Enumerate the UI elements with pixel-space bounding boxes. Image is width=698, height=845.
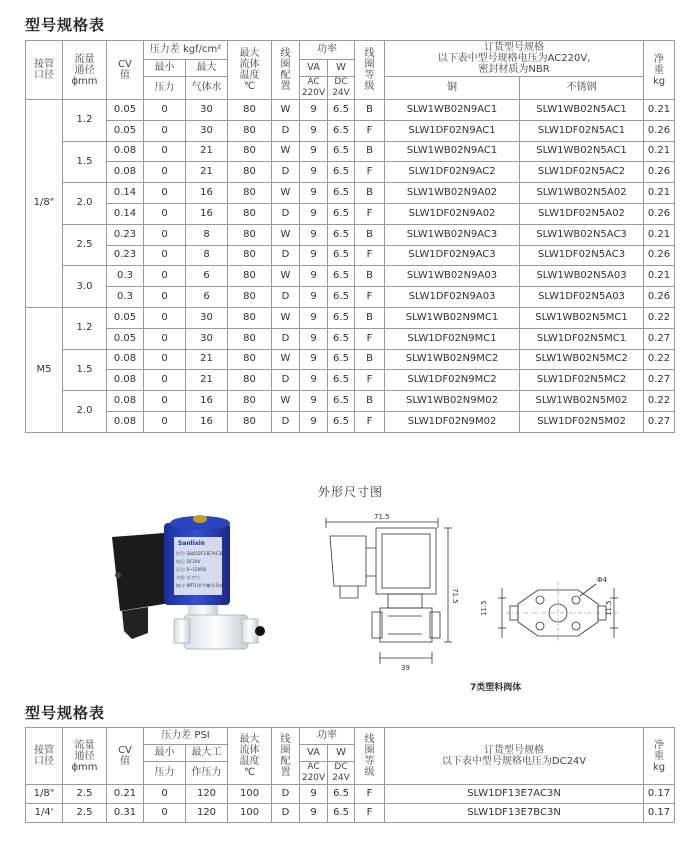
cell-coil: W bbox=[272, 100, 300, 121]
cell-max-pressure: 30 bbox=[186, 328, 228, 349]
cell-w: 6.5 bbox=[328, 804, 355, 823]
cell-weight: 0.22 bbox=[644, 307, 675, 328]
dim-side-right: 11.5 bbox=[605, 600, 613, 616]
cell-max-pressure: 6 bbox=[186, 266, 228, 287]
table-row bbox=[26, 370, 675, 391]
header-stainless: 不锈钢 bbox=[520, 77, 644, 100]
header2-temp: 最大 流体 温度 ℃ bbox=[228, 728, 272, 785]
cell-w: 6.5 bbox=[328, 203, 355, 224]
cell-weight: 0.22 bbox=[644, 349, 675, 370]
cell-flow: 2.5 bbox=[63, 224, 107, 266]
cell-grade: B bbox=[355, 183, 385, 204]
table-row bbox=[26, 141, 675, 162]
cell-weight: 0.21 bbox=[644, 141, 675, 162]
header-min-pressure: 最小 bbox=[144, 60, 186, 77]
cell-w: 6.5 bbox=[328, 785, 355, 804]
cell-grade: F bbox=[355, 162, 385, 183]
cell-max-pressure: 30 bbox=[186, 307, 228, 328]
cell-weight: 0.26 bbox=[644, 287, 675, 308]
cell-temp: 80 bbox=[228, 224, 272, 245]
cell-min-pressure: 0 bbox=[144, 141, 186, 162]
cell-cv: 0.08 bbox=[107, 411, 144, 432]
cell-weight: 0.22 bbox=[644, 391, 675, 412]
photo-label-line: 接口: NPT1/4"内螺 0.5mm bbox=[176, 583, 227, 588]
cell-min-pressure: 0 bbox=[144, 804, 186, 823]
cell-temp: 80 bbox=[228, 245, 272, 266]
cell-grade: F bbox=[355, 370, 385, 391]
header-cv: CV 值 bbox=[107, 41, 144, 100]
cell-cv: 0.14 bbox=[107, 183, 144, 204]
cell-w: 6.5 bbox=[328, 100, 355, 121]
cell-min-pressure: 0 bbox=[144, 203, 186, 224]
cell-model-copper: SLW1WB02N9A03 bbox=[385, 266, 520, 287]
cell-model-stainless: SLW1DF02N5M02 bbox=[520, 411, 644, 432]
header2-grade: 线 圈 等 级 bbox=[355, 728, 385, 785]
cell-max-pressure: 30 bbox=[186, 100, 228, 121]
cell-grade: B bbox=[355, 224, 385, 245]
cell-model-copper: SLW1DF02N9AC2 bbox=[385, 162, 520, 183]
header2-port: 接管 口径 bbox=[26, 728, 63, 785]
cell-flow: 2.5 bbox=[63, 785, 107, 804]
cell-model-stainless: SLW1WB02N5AC1 bbox=[520, 141, 644, 162]
cell-model-stainless: SLW1DF02N5MC2 bbox=[520, 370, 644, 391]
cell-va: 9 bbox=[300, 307, 328, 328]
cell-max-pressure: 8 bbox=[186, 224, 228, 245]
cell-w: 6.5 bbox=[328, 266, 355, 287]
cell-coil: D bbox=[272, 245, 300, 266]
table-row bbox=[26, 100, 675, 121]
cell-min-pressure: 0 bbox=[144, 785, 186, 804]
table-row bbox=[26, 183, 675, 204]
header-w: W bbox=[328, 60, 355, 77]
cell-va: 9 bbox=[300, 141, 328, 162]
cell-weight: 0.26 bbox=[644, 203, 675, 224]
cell-port: 1/8" bbox=[26, 785, 63, 804]
cell-model-stainless: SLW1WB02N5MC1 bbox=[520, 307, 644, 328]
cell-w: 6.5 bbox=[328, 162, 355, 183]
cell-max-pressure: 120 bbox=[186, 785, 228, 804]
header2-min-pressure-2: 压力 bbox=[144, 762, 186, 785]
cell-cv: 0.14 bbox=[107, 203, 144, 224]
valve-photo bbox=[108, 505, 286, 655]
cell-model-stainless: SLW1DF02N5MC1 bbox=[520, 328, 644, 349]
cell-cv: 0.21 bbox=[107, 785, 144, 804]
cell-temp: 80 bbox=[228, 287, 272, 308]
table-row bbox=[26, 287, 675, 308]
cell-temp: 80 bbox=[228, 120, 272, 141]
photo-brand: Sanlixin bbox=[178, 540, 205, 547]
table-row bbox=[26, 203, 675, 224]
cell-weight: 0.21 bbox=[644, 100, 675, 121]
cell-max-pressure: 6 bbox=[186, 287, 228, 308]
cell-min-pressure: 0 bbox=[144, 120, 186, 141]
cell-coil: W bbox=[272, 141, 300, 162]
header2-power: 功率 bbox=[300, 728, 355, 745]
table-row bbox=[26, 391, 675, 412]
cell-cv: 0.08 bbox=[107, 141, 144, 162]
cell-va: 9 bbox=[300, 266, 328, 287]
cell-temp: 80 bbox=[228, 266, 272, 287]
section1-title: 型号规格表 bbox=[25, 16, 106, 34]
cell-va: 9 bbox=[300, 804, 328, 823]
cell-model-copper: SLW1DF02N9MC1 bbox=[385, 328, 520, 349]
cell-model-stainless: SLW1DF02N5AC2 bbox=[520, 162, 644, 183]
table-row bbox=[26, 307, 675, 328]
dim-width: 71.5 bbox=[374, 513, 390, 521]
cell-w: 6.5 bbox=[328, 183, 355, 204]
cell-flow: 1.2 bbox=[63, 100, 107, 142]
drawing-caption: 7类塑料阀体 bbox=[470, 683, 522, 693]
cell-grade: B bbox=[355, 100, 385, 121]
cell-min-pressure: 0 bbox=[144, 266, 186, 287]
table-row bbox=[26, 804, 675, 823]
cell-cv: 0.08 bbox=[107, 349, 144, 370]
photo-label-line: 型号: SLW1DF13E7AC3N bbox=[176, 551, 225, 556]
cell-model-copper: SLW1WB02N9M02 bbox=[385, 391, 520, 412]
cell-model: SLW1DF13E7AC3N bbox=[385, 785, 644, 804]
header2-va: VA bbox=[300, 745, 328, 762]
cell-min-pressure: 0 bbox=[144, 411, 186, 432]
cell-grade: F bbox=[355, 804, 385, 823]
cell-max-pressure: 21 bbox=[186, 162, 228, 183]
cell-weight: 0.21 bbox=[644, 183, 675, 204]
table-row bbox=[26, 785, 675, 804]
header-order: 订货型号规格 以下表中型号规格电压为AC220V, 密封材质为NBR bbox=[385, 41, 644, 77]
cell-model-copper: SLW1WB02N9A02 bbox=[385, 183, 520, 204]
cell-va: 9 bbox=[300, 120, 328, 141]
cell-weight: 0.26 bbox=[644, 245, 675, 266]
dimension-drawing bbox=[318, 508, 648, 678]
cell-max-pressure: 120 bbox=[186, 804, 228, 823]
header-dc24v: DC 24V bbox=[328, 77, 355, 100]
cell-min-pressure: 0 bbox=[144, 287, 186, 308]
cell-flow: 1.5 bbox=[63, 141, 107, 183]
cell-cv: 0.08 bbox=[107, 162, 144, 183]
header2-order: 订货型号规格 以下表中型号规格电压为DC24V bbox=[385, 728, 644, 785]
cell-coil: D bbox=[272, 804, 300, 823]
cell-coil: D bbox=[272, 370, 300, 391]
cell-flow: 1.5 bbox=[63, 349, 107, 391]
dim-height: 71.5 bbox=[451, 588, 459, 604]
cell-model-copper: SLW1DF02N9M02 bbox=[385, 411, 520, 432]
cell-port: 1/4' bbox=[26, 804, 63, 823]
cell-coil: W bbox=[272, 224, 300, 245]
cell-model-copper: SLW1DF02N9A03 bbox=[385, 287, 520, 308]
cell-model-stainless: SLW1WB02N5M02 bbox=[520, 391, 644, 412]
cell-model-stainless: SLW1WB02N5A02 bbox=[520, 183, 644, 204]
header-port: 接管 口径 bbox=[26, 41, 63, 100]
cell-grade: F bbox=[355, 287, 385, 308]
cell-max-pressure: 16 bbox=[186, 411, 228, 432]
cell-weight: 0.27 bbox=[644, 328, 675, 349]
cell-va: 9 bbox=[300, 785, 328, 804]
cell-w: 6.5 bbox=[328, 391, 355, 412]
spec-table-ac220v bbox=[25, 40, 675, 433]
cell-port: 1/8" bbox=[26, 100, 63, 308]
photo-label-line: 压力: 0~120PSI bbox=[176, 567, 207, 572]
header-ac220v: AC 220V bbox=[300, 77, 328, 100]
table-row bbox=[26, 224, 675, 245]
header-temp: 最大 流体 温度 ℃ bbox=[228, 41, 272, 100]
cell-model-copper: SLW1DF02N9AC3 bbox=[385, 245, 520, 266]
cell-coil: W bbox=[272, 183, 300, 204]
header2-min-pressure: 最小 bbox=[144, 745, 186, 762]
cell-grade: F bbox=[355, 328, 385, 349]
cell-grade: F bbox=[355, 120, 385, 141]
cell-model-copper: SLW1DF02N9MC2 bbox=[385, 370, 520, 391]
header-grade: 线 圈 等 级 bbox=[355, 41, 385, 100]
cell-coil: W bbox=[272, 391, 300, 412]
cell-coil: D bbox=[272, 120, 300, 141]
cell-cv: 0.05 bbox=[107, 120, 144, 141]
header2-w: W bbox=[328, 745, 355, 762]
cell-va: 9 bbox=[300, 349, 328, 370]
cell-min-pressure: 0 bbox=[144, 245, 186, 266]
drawing-title: 外形尺寸图 bbox=[318, 485, 384, 499]
cell-temp: 80 bbox=[228, 183, 272, 204]
cell-cv: 0.05 bbox=[107, 307, 144, 328]
cell-coil: W bbox=[272, 349, 300, 370]
cell-temp: 80 bbox=[228, 162, 272, 183]
cell-model-copper: SLW1WB02N9MC2 bbox=[385, 349, 520, 370]
table-row bbox=[26, 266, 675, 287]
cell-max-pressure: 21 bbox=[186, 349, 228, 370]
cell-max-pressure: 16 bbox=[186, 203, 228, 224]
cell-grade: F bbox=[355, 203, 385, 224]
cell-model-copper: SLW1DF02N9A02 bbox=[385, 203, 520, 224]
cell-va: 9 bbox=[300, 370, 328, 391]
cell-temp: 80 bbox=[228, 391, 272, 412]
cell-temp: 100 bbox=[228, 804, 272, 823]
cell-min-pressure: 0 bbox=[144, 183, 186, 204]
cell-flow: 1.2 bbox=[63, 307, 107, 349]
header-copper: 铜 bbox=[385, 77, 520, 100]
header2-pressure: 压力差 PSI bbox=[144, 728, 228, 745]
header2-weight: 净 重 kg bbox=[644, 728, 675, 785]
cell-model-stainless: SLW1WB02N5AC3 bbox=[520, 224, 644, 245]
table-row bbox=[26, 245, 675, 266]
cell-coil: D bbox=[272, 328, 300, 349]
section2-title: 型号规格表 bbox=[25, 704, 106, 722]
header-pressure: 压力差 kgf/cm² bbox=[144, 41, 228, 60]
cell-w: 6.5 bbox=[328, 328, 355, 349]
cell-w: 6.5 bbox=[328, 141, 355, 162]
cell-w: 6.5 bbox=[328, 307, 355, 328]
header-flow: 流量 通径 ϕmm bbox=[63, 41, 107, 100]
cell-min-pressure: 0 bbox=[144, 100, 186, 121]
cell-coil: D bbox=[272, 411, 300, 432]
dim-side-left: 11.5 bbox=[480, 600, 488, 616]
cell-cv: 0.08 bbox=[107, 391, 144, 412]
cell-va: 9 bbox=[300, 224, 328, 245]
table-row bbox=[26, 162, 675, 183]
cell-temp: 80 bbox=[228, 141, 272, 162]
cell-model-copper: SLW1DF02N9AC1 bbox=[385, 120, 520, 141]
cell-grade: B bbox=[355, 307, 385, 328]
table-row bbox=[26, 349, 675, 370]
header2-ac220v: AC 220V bbox=[300, 762, 328, 785]
header-va: VA bbox=[300, 60, 328, 77]
cell-w: 6.5 bbox=[328, 245, 355, 266]
cell-grade: B bbox=[355, 349, 385, 370]
cell-cv: 0.23 bbox=[107, 224, 144, 245]
dim-base: 39 bbox=[401, 664, 410, 672]
cell-min-pressure: 0 bbox=[144, 349, 186, 370]
cell-cv: 0.08 bbox=[107, 370, 144, 391]
cell-weight: 0.17 bbox=[644, 785, 675, 804]
cell-cv: 0.05 bbox=[107, 328, 144, 349]
cell-min-pressure: 0 bbox=[144, 224, 186, 245]
cell-grade: B bbox=[355, 266, 385, 287]
cell-w: 6.5 bbox=[328, 224, 355, 245]
header2-flow: 流量 通径 ϕmm bbox=[63, 728, 107, 785]
cell-coil: D bbox=[272, 287, 300, 308]
table-row bbox=[26, 120, 675, 141]
cell-weight: 0.26 bbox=[644, 120, 675, 141]
cell-min-pressure: 0 bbox=[144, 328, 186, 349]
cell-min-pressure: 0 bbox=[144, 307, 186, 328]
header2-cv: CV 值 bbox=[107, 728, 144, 785]
cell-model-stainless: SLW1DF02N5A03 bbox=[520, 287, 644, 308]
cell-temp: 80 bbox=[228, 100, 272, 121]
cell-max-pressure: 21 bbox=[186, 141, 228, 162]
cell-coil: W bbox=[272, 307, 300, 328]
header-weight: 净 重 kg bbox=[644, 41, 675, 100]
cell-cv: 0.3 bbox=[107, 287, 144, 308]
cell-min-pressure: 0 bbox=[144, 370, 186, 391]
dim-hole: Φ4 bbox=[597, 576, 607, 584]
cell-grade: B bbox=[355, 141, 385, 162]
cell-max-pressure: 8 bbox=[186, 245, 228, 266]
cell-min-pressure: 0 bbox=[144, 391, 186, 412]
cell-va: 9 bbox=[300, 162, 328, 183]
cell-model-stainless: SLW1WB02N5A03 bbox=[520, 266, 644, 287]
cell-flow: 2.5 bbox=[63, 804, 107, 823]
cell-weight: 0.26 bbox=[644, 162, 675, 183]
cell-flow: 2.0 bbox=[63, 183, 107, 225]
photo-label-line: 电压: DC24V bbox=[176, 559, 201, 564]
cell-model-stainless: SLW1DF02N5A02 bbox=[520, 203, 644, 224]
cell-model-copper: SLW1WB02N9AC1 bbox=[385, 100, 520, 121]
header-min-pressure-2: 压力 bbox=[144, 77, 186, 100]
cell-cv: 0.23 bbox=[107, 245, 144, 266]
cell-temp: 80 bbox=[228, 203, 272, 224]
cell-w: 6.5 bbox=[328, 370, 355, 391]
cell-grade: F bbox=[355, 245, 385, 266]
cell-temp: 80 bbox=[228, 349, 272, 370]
cell-temp: 80 bbox=[228, 370, 272, 391]
cell-weight: 0.21 bbox=[644, 266, 675, 287]
cell-coil: D bbox=[272, 203, 300, 224]
header2-max-pressure: 最大工 bbox=[186, 745, 228, 762]
cell-port: M5 bbox=[26, 307, 63, 432]
cell-va: 9 bbox=[300, 411, 328, 432]
spec-table-dc24v bbox=[25, 727, 675, 823]
cell-w: 6.5 bbox=[328, 120, 355, 141]
table-row bbox=[26, 328, 675, 349]
cell-model-stainless: SLW1DF02N5AC1 bbox=[520, 120, 644, 141]
cell-temp: 80 bbox=[228, 328, 272, 349]
cell-weight: 0.21 bbox=[644, 224, 675, 245]
cell-va: 9 bbox=[300, 391, 328, 412]
cell-min-pressure: 0 bbox=[144, 162, 186, 183]
cell-w: 6.5 bbox=[328, 411, 355, 432]
cell-coil: D bbox=[272, 785, 300, 804]
cell-va: 9 bbox=[300, 183, 328, 204]
header-coil: 线 圈 配 置 bbox=[272, 41, 300, 100]
header2-max-pressure-2: 作压力 bbox=[186, 762, 228, 785]
cell-cv: 0.3 bbox=[107, 266, 144, 287]
cell-coil: W bbox=[272, 266, 300, 287]
cell-model-copper: SLW1WB02N9AC1 bbox=[385, 141, 520, 162]
cell-temp: 80 bbox=[228, 307, 272, 328]
cell-model-copper: SLW1WB02N9AC3 bbox=[385, 224, 520, 245]
cell-cv: 0.31 bbox=[107, 804, 144, 823]
cell-w: 6.5 bbox=[328, 287, 355, 308]
photo-label-line: 介质: 水 空气 bbox=[176, 575, 200, 580]
cell-va: 9 bbox=[300, 100, 328, 121]
cell-weight: 0.27 bbox=[644, 370, 675, 391]
cell-cv: 0.05 bbox=[107, 100, 144, 121]
cell-w: 6.5 bbox=[328, 349, 355, 370]
header-max: 最大 bbox=[186, 60, 228, 77]
cell-max-pressure: 16 bbox=[186, 391, 228, 412]
cell-model: SLW1DF13E7BC3N bbox=[385, 804, 644, 823]
cell-va: 9 bbox=[300, 287, 328, 308]
cell-flow: 3.0 bbox=[63, 266, 107, 308]
cell-grade: B bbox=[355, 391, 385, 412]
cell-va: 9 bbox=[300, 328, 328, 349]
cell-flow: 2.0 bbox=[63, 391, 107, 433]
cell-va: 9 bbox=[300, 245, 328, 266]
cell-model-stainless: SLW1WB02N5AC1 bbox=[520, 100, 644, 121]
cell-grade: F bbox=[355, 785, 385, 804]
cell-max-pressure: 16 bbox=[186, 183, 228, 204]
cell-max-pressure: 30 bbox=[186, 120, 228, 141]
cell-weight: 0.17 bbox=[644, 804, 675, 823]
cell-coil: D bbox=[272, 162, 300, 183]
cell-va: 9 bbox=[300, 203, 328, 224]
cell-temp: 80 bbox=[228, 411, 272, 432]
cell-grade: F bbox=[355, 411, 385, 432]
header-max-medium: 气体水 bbox=[186, 77, 228, 100]
cell-model-stainless: SLW1WB02N5MC2 bbox=[520, 349, 644, 370]
cell-weight: 0.27 bbox=[644, 411, 675, 432]
cell-model-copper: SLW1WB02N9MC1 bbox=[385, 307, 520, 328]
header2-dc24v: DC 24V bbox=[328, 762, 355, 785]
header-power: 功率 bbox=[300, 41, 355, 60]
table-row bbox=[26, 411, 675, 432]
cell-temp: 100 bbox=[228, 785, 272, 804]
header2-coil: 线 圈 配 置 bbox=[272, 728, 300, 785]
cell-max-pressure: 21 bbox=[186, 370, 228, 391]
cell-model-stainless: SLW1DF02N5AC3 bbox=[520, 245, 644, 266]
